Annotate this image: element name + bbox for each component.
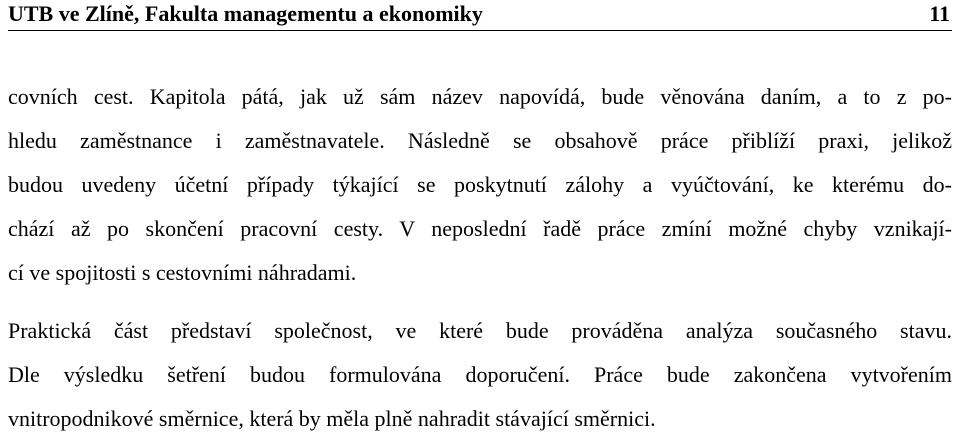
text-line: budou uvedeny účetní případy týkající se poskytnutí zálohy a vyúčtování, ke kterému do- [8,172,952,197]
text-line: cí ve spojitosti s cestovními náhradami. [8,260,357,285]
text-line: vnitropodnikové směrnice, která by měla plně nahradit stávající směrnici. [8,406,656,431]
text-line: covních cest. Kapitola pátá, jak už sám název napovídá, bude věnována daním, a to z po- [8,84,952,109]
page-number: 11 [929,1,950,26]
text-line: Dle výsledku šetření budou formulována doporučení. Práce bude zakončena vytvořením [8,362,952,387]
page-header [8,0,952,31]
header-title: UTB ve Zlíně, Fakulta managementu a ekonomiky [8,1,483,26]
text-line: chází až po skončení pracovní cesty. V neposlední řadě práce zmíní možné chyby vznikají- [8,216,952,241]
text-line: Praktická část představí společnost, ve které bude prováděna analýza současného stavu. [8,318,952,343]
text-line: hledu zaměstnance i zaměstnavatele. Následně se obsahově práce přiblíží praxi, jelikož [8,128,952,153]
